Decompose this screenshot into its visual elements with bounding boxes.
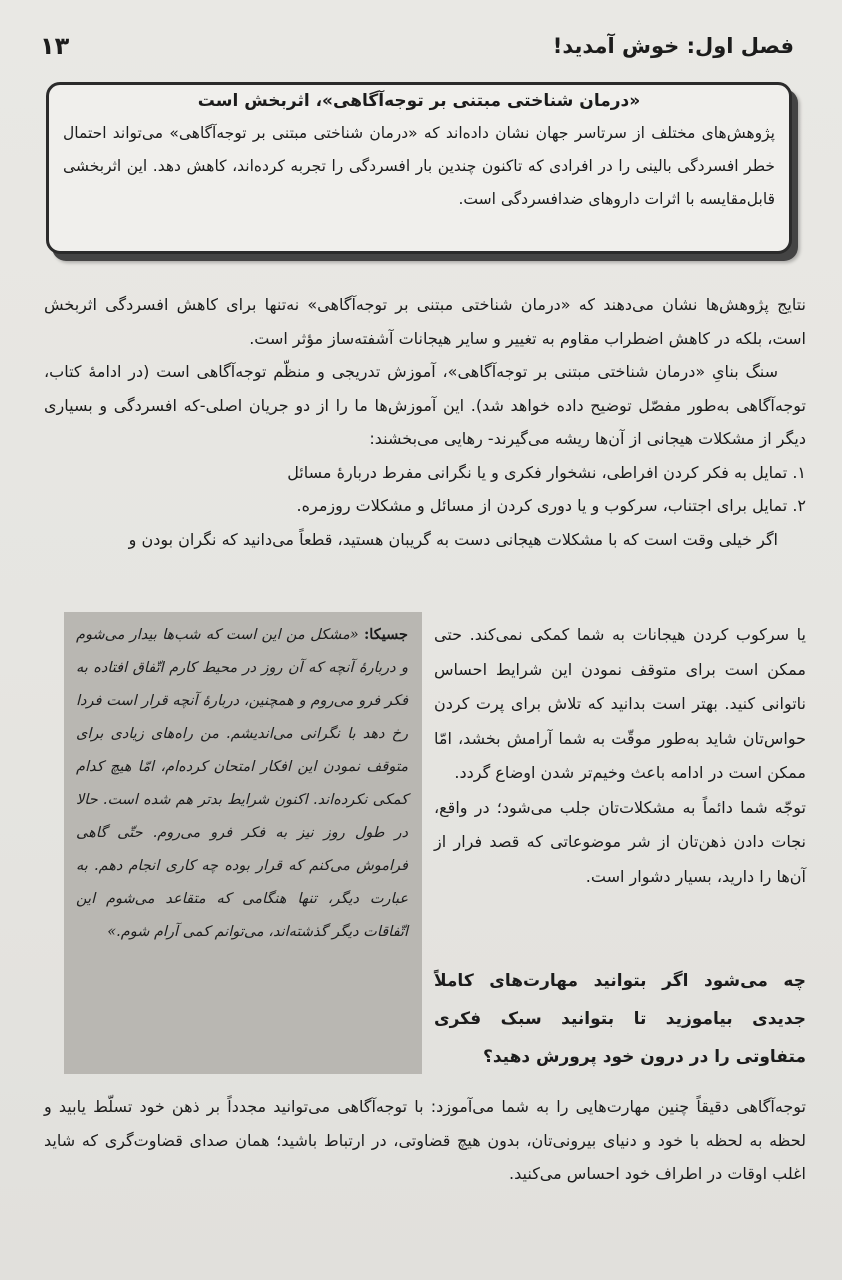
box-body: پژوهش‌های مختلف از سرتاسر جهان نشان داده‌اند که «درمان شناختی مبتنی بر توجه‌آگاهی» می‌تواند احتمال خطر افسردگی بالینی را در افرادی که تاکنون چندین بار افسردگی را تجربه کرده‌اند، کاهش دهد. این اثربخشی قابل‌مقایسه با اثرات داروهای ضدافسردگی است. <box>63 124 775 208</box>
paragraph-5: توجه‌آگاهی دقیقاً چنین مهارت‌هایی را به شما می‌آموزد: با توجه‌آگاهی می‌توانید مجدداً بر ذهن خود تسلّط یابید و لحظه به لحظه با خود و دنیای بیرونی‌تان، بدون هیچ قضاوتی، در ارتباط باشید؛ همان صدای قضاوت‌گری که شاید اغلب اوقات در اطراف خود احساس می‌کنید. <box>44 1097 806 1183</box>
problem-list <box>44 456 806 523</box>
question-text: چه می‌شود اگر بتوانید مهارت‌های کاملاً جدیدی بیاموزید تا بتوانید سبک فکری متفاوتی را در درون خود پرورش دهید؟ <box>434 971 806 1067</box>
paragraph-2: سنگ بنایِ «درمان شناختی مبتنی بر توجه‌آگاهی»، آموزش تدریجی و منظّم توجه‌آگاهی است (در ادامهٔ کتاب، توجه‌آگاهی به‌طور مفصّل توضیح داده خواهد شد). این آموزش‌ها ما را از دو جریان اصلی-که افسردگی و بسیاری دیگر از مشکلات هیجانی از آن‌ها ریشه می‌گیرند- رهایی می‌بخشند: <box>44 362 806 448</box>
chapter-title: فصل اول: خوش آمدید! <box>552 34 794 58</box>
jessica-quote-box <box>64 612 422 1074</box>
list-item-2: ۲. تمایل برای اجتناب، سرکوب و یا دوری کردن از مسائل و مشکلات روزمره. <box>296 496 806 515</box>
question-heading <box>434 962 806 1076</box>
box-title: «درمان شناختی مبتنی بر توجه‌آگاهی»، اثربخش است <box>197 91 641 111</box>
paragraph-4: توجّه شما دائماً به مشکلات‌تان جلب می‌شود؛ در واقع، نجات دادن ذهن‌تان از شر موضوعاتی که قصد فرار از آن‌ها را دارید، بسیار دشوار است. <box>434 797 806 886</box>
paragraph-3-continued: یا سرکوب کردن هیجانات به شما کمکی نمی‌کند. حتی ممکن است برای متوقف نمودن این شرایط احساس ناتوانی کنید. بهتر است بدانید که تلاش برای پرت کردن حواس‌تان شاید به‌طور موقّت به شما آرامش بخشد، امّا ممکن است در ادامه باعث وخیم‌تر شدن اوضاع گردد. <box>434 625 806 782</box>
page-number: ۱۳ <box>40 32 70 60</box>
quote-text <box>76 618 408 949</box>
main-text-bottom <box>44 1090 806 1191</box>
quote-speaker: جسیکا: <box>363 626 409 643</box>
main-text-top <box>44 288 806 556</box>
side-text <box>434 618 806 894</box>
running-header <box>40 26 794 66</box>
quote-body: «مشکل من این است که شب‌ها بیدار می‌شوم و دربارهٔ آنچه که آن روز در محیط کارم اتّفاق افتاده به فکر فرو می‌روم و همچنین، دربارهٔ آنچه قرار است فردا رخ دهد با نگرانی می‌اندیشم. من راه‌های زیادی برای متوقف نمودن این افکار امتحان کرده‌ام، امّا هیچ کدام کمکی نکرده‌اند. اکنون شرایط بدتر هم شده است. حالا در طول روز نیز به فکر فرو می‌روم. حتّی گاهی فراموش می‌کنم که قرار بوده چه کاری انجام دهم. به عبارت دیگر، تنها هنگامی که متقاعد می‌شوم این اتّفاقات دیگر گذشته‌اند، می‌توانم کمی آرام شوم.» <box>76 627 408 940</box>
list-item-1: ۱. تمایل به فکر کردن افراطی، نشخوار فکری و یا نگرانی مفرط دربارهٔ مسائل <box>287 462 806 482</box>
highlight-box <box>46 82 792 254</box>
paragraph-3: اگر خیلی وقت است که با مشکلات هیجانی دست به گریبان هستید، قطعاً می‌دانید که نگران بودن و <box>128 529 778 549</box>
paragraph-1: نتایج پژوهش‌ها نشان می‌دهند که «درمان شناختی مبتنی بر توجه‌آگاهی» نه‌تنها برای کاهش افسردگی اثربخش است، بلکه در کاهش اضطراب مقاوم به تغییر و سایر هیجانات آشفته‌ساز مؤثر است. <box>44 295 806 348</box>
